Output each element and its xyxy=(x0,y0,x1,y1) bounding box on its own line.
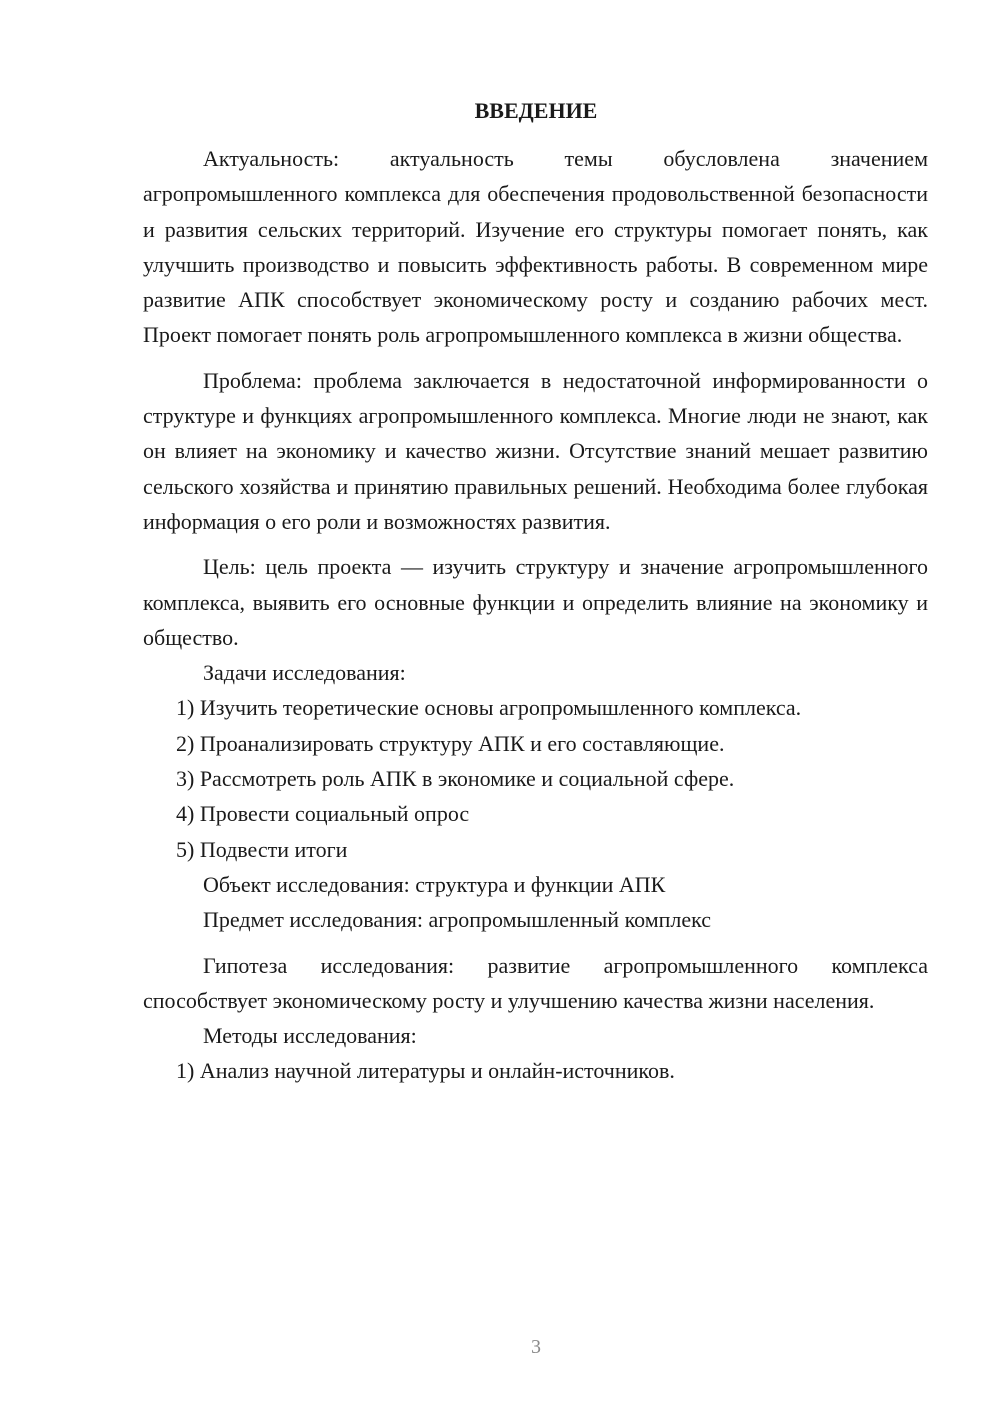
relevance-paragraph: Актуальность: актуальность темы обусловлена значением агропромышленного комплекса для обеспечения продовольственной безопасности и развития сельских территорий. Изучение его структуры помогает понять, как улучшить производство и повысить эффективность работы. В современном мире развитие АПК способствует экономическому росту и созданию рабочих мест. Проект помогает понять роль агропромышленного комплекса в жизни общества. xyxy=(143,146,928,348)
research-subject: Предмет исследования: агропромышленный комплекс xyxy=(203,907,712,933)
document-body xyxy=(143,141,928,1089)
goal-paragraph: Цель: цель проекта — изучить структуру и значение агропромышленного комплекса, выявить его основные функции и определить влияние на экономику и общество. xyxy=(143,554,928,650)
tasks-heading: Задачи исследования: xyxy=(203,660,406,686)
page-title: ВВЕДЕНИЕ xyxy=(474,98,598,123)
methods-heading: Методы исследования: xyxy=(203,1023,417,1049)
task-item: 3) Рассмотреть роль АПК в экономике и социальной сфере. xyxy=(176,766,735,792)
hypothesis-paragraph: Гипотеза исследования: развитие агропромышленного комплекса способствует экономическому росту и улучшению качества жизни населения. xyxy=(143,952,928,1013)
method-item: 1) Анализ научной литературы и онлайн-источников. xyxy=(176,1058,675,1084)
task-item: 5) Подвести итоги xyxy=(176,836,348,862)
task-item: 4) Провести социальный опрос xyxy=(176,801,470,827)
task-item: 2) Проанализировать структуру АПК и его составляющие. xyxy=(176,730,725,756)
problem-paragraph: Проблема: проблема заключается в недостаточной информированности о структуре и функциях агропромышленного комплекса. Многие люди не знают, как он влияет на экономику и качество жизни. Отсутствие знаний мешает развитию сельского хозяйства и принятию правильных решений. Необходима более глубокая информация о его роли и возможностях развития. xyxy=(143,367,928,534)
task-item: 1) Изучить теоретические основы агропромышленного комплекса. xyxy=(176,695,802,721)
page-number: 3 xyxy=(531,1336,541,1358)
research-object: Объект исследования: структура и функции АПК xyxy=(203,871,666,897)
